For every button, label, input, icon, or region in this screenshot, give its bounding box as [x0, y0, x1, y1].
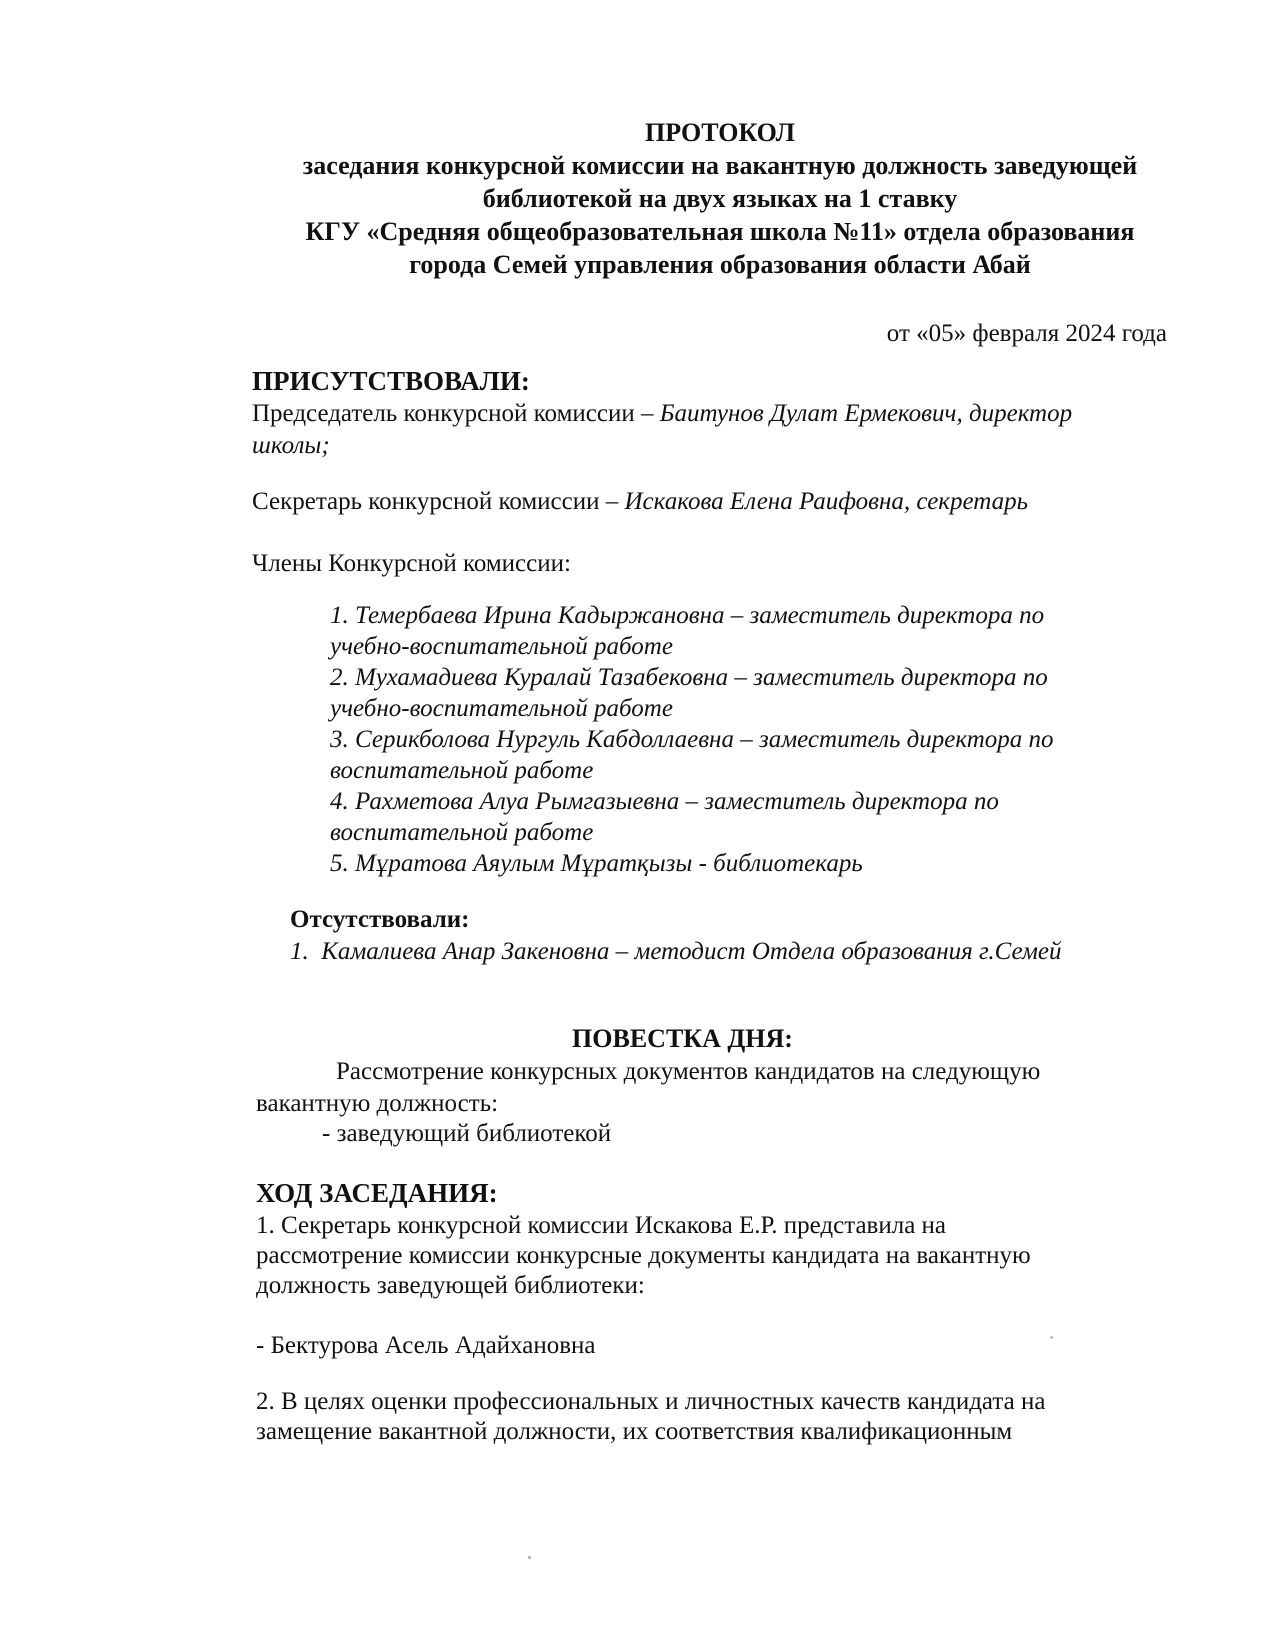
scan-speck — [528, 1556, 531, 1559]
absent-heading: Отсутствовали: — [290, 906, 470, 933]
document-subtitle-line-1: заседания конкурсной комиссии на вакантную должность заведующей — [302, 151, 1138, 180]
scan-speck — [1050, 1336, 1053, 1339]
chair-name-continued: школы; — [252, 432, 330, 459]
secretary-line — [252, 486, 1028, 518]
agenda-line-2: вакантную должность: — [256, 1090, 499, 1117]
document-title: ПРОТОКОЛ — [645, 118, 795, 147]
absent-item — [290, 936, 1062, 968]
members-label: Члены Конкурсной комиссии: — [252, 550, 571, 577]
document-date: от «05» февраля 2024 года — [886, 320, 1167, 347]
agenda-line-3: - заведующий библиотекой — [322, 1120, 612, 1147]
present-heading: ПРИСУТСТВОВАЛИ: — [252, 366, 530, 396]
proceedings-p1-line-1: 1. Секретарь конкурсной комиссии Искакова Е.Р. представила на — [256, 1212, 947, 1239]
document-header — [240, 116, 1200, 281]
list-item: 3. Серикболова Нургуль Кабдоллаевна – заместитель директора по — [330, 726, 1054, 753]
proceedings-heading: ХОД ЗАСЕДАНИЯ: — [256, 1178, 498, 1208]
list-item: учебно-воспитательной работе — [330, 695, 673, 722]
list-item: 5. Мұратова Аяулым Мұратқызы - библиотекарь — [330, 850, 863, 877]
document-subtitle-line-3: КГУ «Средняя общеобразовательная школа №11» отдела образования — [305, 217, 1135, 246]
list-item: воспитательной работе — [330, 819, 594, 846]
agenda-line-1: Рассмотрение конкурсных документов кандидатов на следующую — [336, 1058, 1041, 1085]
absent-item-text: Камалиева Анар Закеновна – методист Отдела образования г.Семей — [321, 938, 1062, 965]
agenda-heading: ПОВЕСТКА ДНЯ: — [572, 1024, 793, 1053]
document-subtitle-line-2: библиотекой на двух языках на 1 ставку — [482, 184, 958, 213]
members-list — [330, 600, 1054, 879]
chair-name: Баитунов Дулат Ермекович, директор — [659, 400, 1073, 427]
secretary-name: Искакова Елена Раифовна, секретарь — [624, 488, 1028, 515]
absent-item-number: 1. — [290, 938, 309, 965]
proceedings-p2-line-2: замещение вакантной должности, их соответствия квалификационным — [256, 1418, 1013, 1445]
proceedings-p1-line-2: рассмотрение комиссии конкурсные документы кандидата на вакантную — [256, 1242, 1031, 1269]
list-item: учебно-воспитательной работе — [330, 633, 673, 660]
list-item: воспитательной работе — [330, 757, 594, 784]
document-subtitle-line-4: города Семей управления образования области Абай — [409, 250, 1031, 279]
proceedings-p2-line-1: 2. В целях оценки профессиональных и личностных качеств кандидата на — [256, 1388, 1046, 1415]
candidate-name: - Бектурова Асель Адайхановна — [256, 1332, 596, 1359]
chair-line — [252, 398, 1072, 430]
chair-label: Председатель конкурсной комиссии – — [252, 400, 660, 427]
list-item: 2. Мухамадиева Куралай Тазабековна – заместитель директора по — [330, 664, 1048, 691]
proceedings-p1-line-3: должность заведующей библиотеки: — [256, 1272, 645, 1299]
secretary-label: Секретарь конкурсной комиссии – — [252, 488, 625, 515]
list-item: 4. Рахметова Алуа Рымгазыевна – заместитель директора по — [330, 788, 999, 815]
list-item: 1. Темербаева Ирина Кадыржановна – заместитель директора по — [330, 602, 1045, 629]
